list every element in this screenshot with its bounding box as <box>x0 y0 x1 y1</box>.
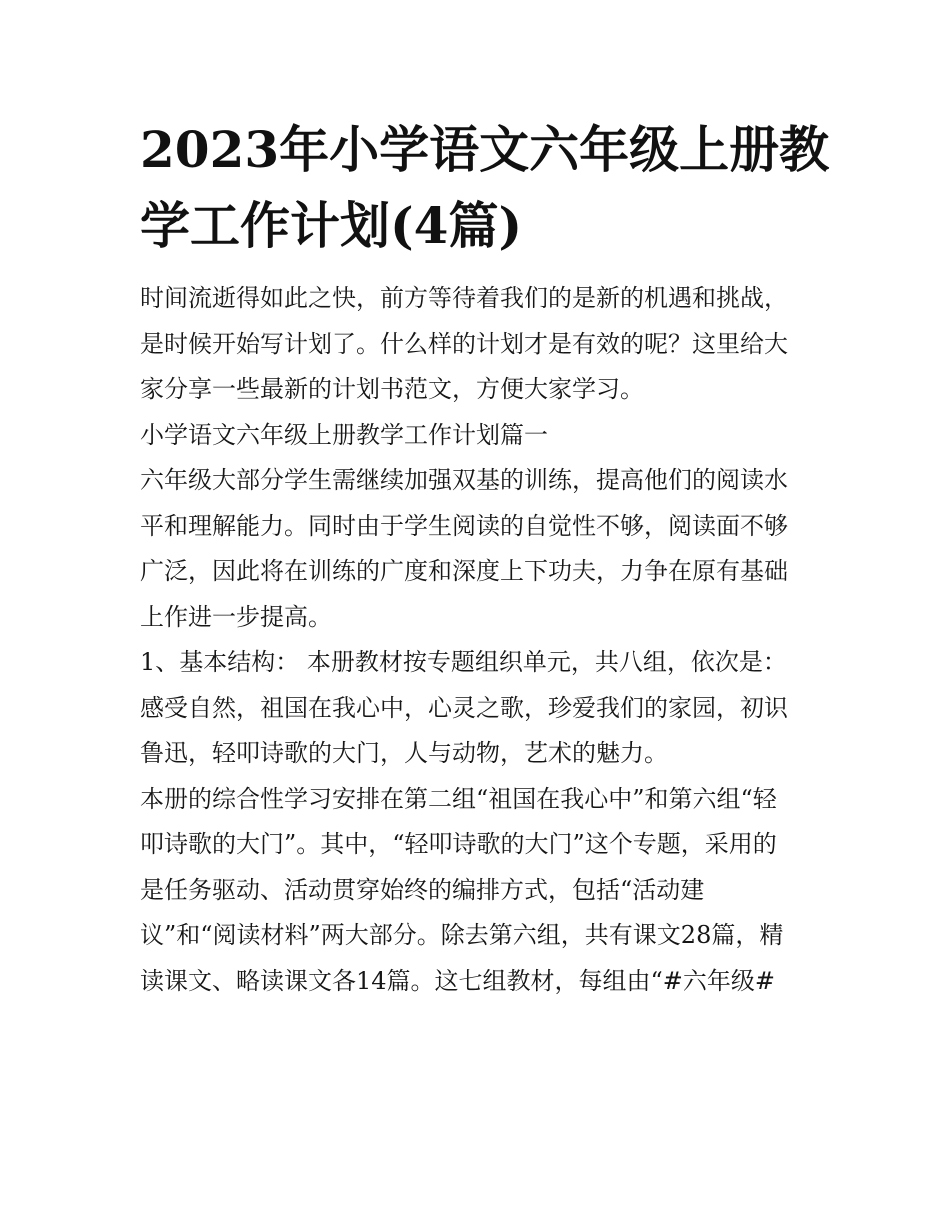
body-line: 时间流逝得如此之快，前方等待着我们的是新的机遇和挑战， <box>140 284 788 312</box>
body-line: 六年级大部分学生需继续加强双基的训练，提高他们的阅读水 <box>140 466 788 494</box>
body-line: 家分享一些最新的计划书范文，方便大家学习。 <box>140 375 644 403</box>
body-line: 鲁迅，轻叩诗歌的大门，人与动物，艺术的魅力。 <box>140 739 668 767</box>
document-body <box>140 276 820 1004</box>
body-line: 广泛，因此将在训练的广度和深度上下功夫，力争在原有基础 <box>140 557 788 585</box>
body-line: 本册的综合性学习安排在第二组“祖国在我心中”和第六组“轻 <box>140 784 777 813</box>
body-line: 议”和“阅读材料”两大部分。除去第六组，共有课文28篇，精 <box>140 921 784 949</box>
body-line: 叩诗歌的大门”。其中，“轻叩诗歌的大门”这个专题，采用的 <box>140 830 777 858</box>
section-heading: 小学语文六年级上册教学工作计划篇一 <box>140 420 548 449</box>
body-line: 1、基本结构： 本册教材按专题组织单元，共八组，依次是： <box>140 648 787 676</box>
body-line: 是时候开始写计划了。什么样的计划才是有效的呢？这里给大 <box>140 329 788 358</box>
document-title <box>140 112 830 264</box>
body-line: 是任务驱动、活动贯穿始终的编排方式，包括“活动建 <box>140 875 705 904</box>
title-line-2: 学工作计划(4篇) <box>140 196 523 255</box>
body-line: 感受自然，祖国在我心中，心灵之歌，珍爱我们的家园，初识 <box>140 693 788 722</box>
title-line-1: 2023年小学语文六年级上册教 <box>140 120 830 179</box>
body-line: 读课文、略读课文各14篇。这七组教材，每组由“#六年级# <box>140 966 776 995</box>
body-line: 上作进一步提高。 <box>140 602 332 631</box>
body-line: 平和理解能力。同时由于学生阅读的自觉性不够，阅读面不够 <box>140 511 788 540</box>
